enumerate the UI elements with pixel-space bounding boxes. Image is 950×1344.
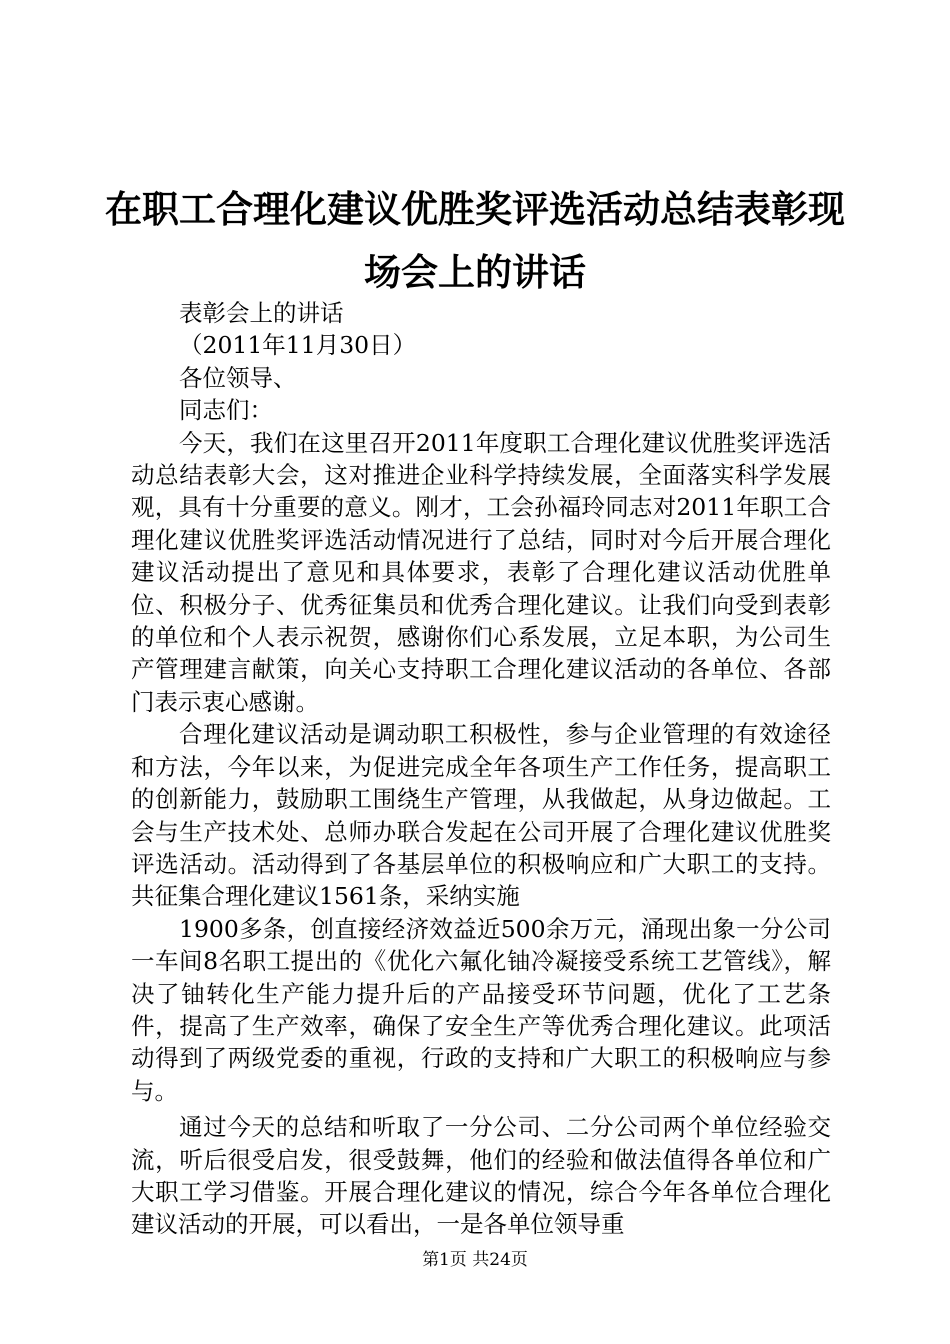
- document-body: [131, 297, 831, 1241]
- document-title: 在职工合理化建议优胜奖评选活动总结表彰现场会上的讲话: [105, 187, 845, 294]
- date-line: （2011年11月30日）: [179, 331, 417, 360]
- paragraph-4: 通过今天的总结和听取了一分公司、二分公司两个单位经验交流，听后很受启发，很受鼓舞，他们的经验和做法值得各单位和广大职工学习借鉴。开展合理化建议的情况，综合今年各单位合理化建议活动的开展，可以看出，一是各单位领导重: [131, 1113, 831, 1239]
- paragraph-2: 合理化建议活动是调动职工积极性，参与企业管理的有效途径和方法，今年以来，为促进完成全年各项生产工作任务，提高职工的创新能力，鼓励职工围绕生产管理，从我做起，从身边做起。工会与生产技术处、总师办联合发起在公司开展了合理化建议优胜奖评选活动。活动得到了各基层单位的积极响应和广大职工的支持。共征集合理化建议1561条，采纳实施: [131, 720, 831, 911]
- paragraph-1: 今天，我们在这里召开2011年度职工合理化建议优胜奖评选活动总结表彰大会，这对推进企业科学持续发展，全面落实科学发展观，具有十分重要的意义。刚才，工会孙福玲同志对2011年职工合理化建议优胜奖评选活动情况进行了总结，同时对今后开展合理化建议活动提出了意见和具体要求，表彰了合理化建议活动优胜单位、积极分子、优秀征集员和优秀合理化建议。让我们向受到表彰的单位和个人表示祝贺，感谢你们心系发展，立足本职，为公司生产管理建言献策，向关心支持职工合理化建议活动的各单位、各部门表示衷心感谢。: [131, 428, 831, 716]
- subtitle-line: 表彰会上的讲话: [179, 299, 344, 327]
- paragraph-3: 1900多条，创直接经济效益近500余万元，涌现出象一分公司一车间8名职工提出的《优化六氟化铀冷凝接受系统工艺管线》，解决了铀转化生产能力提升后的产品接受环节问题，优化了工艺条件，提高了生产效率，确保了安全生产等优秀合理化建议。此项活动得到了两级党委的重视，行政的支持和广大职工的积极响应与参与。: [131, 914, 831, 1105]
- salutation-line-1: 各位领导、: [179, 363, 297, 392]
- page-footer: 第1页 共24页: [422, 1250, 528, 1270]
- salutation-line-2: 同志们：: [179, 396, 273, 425]
